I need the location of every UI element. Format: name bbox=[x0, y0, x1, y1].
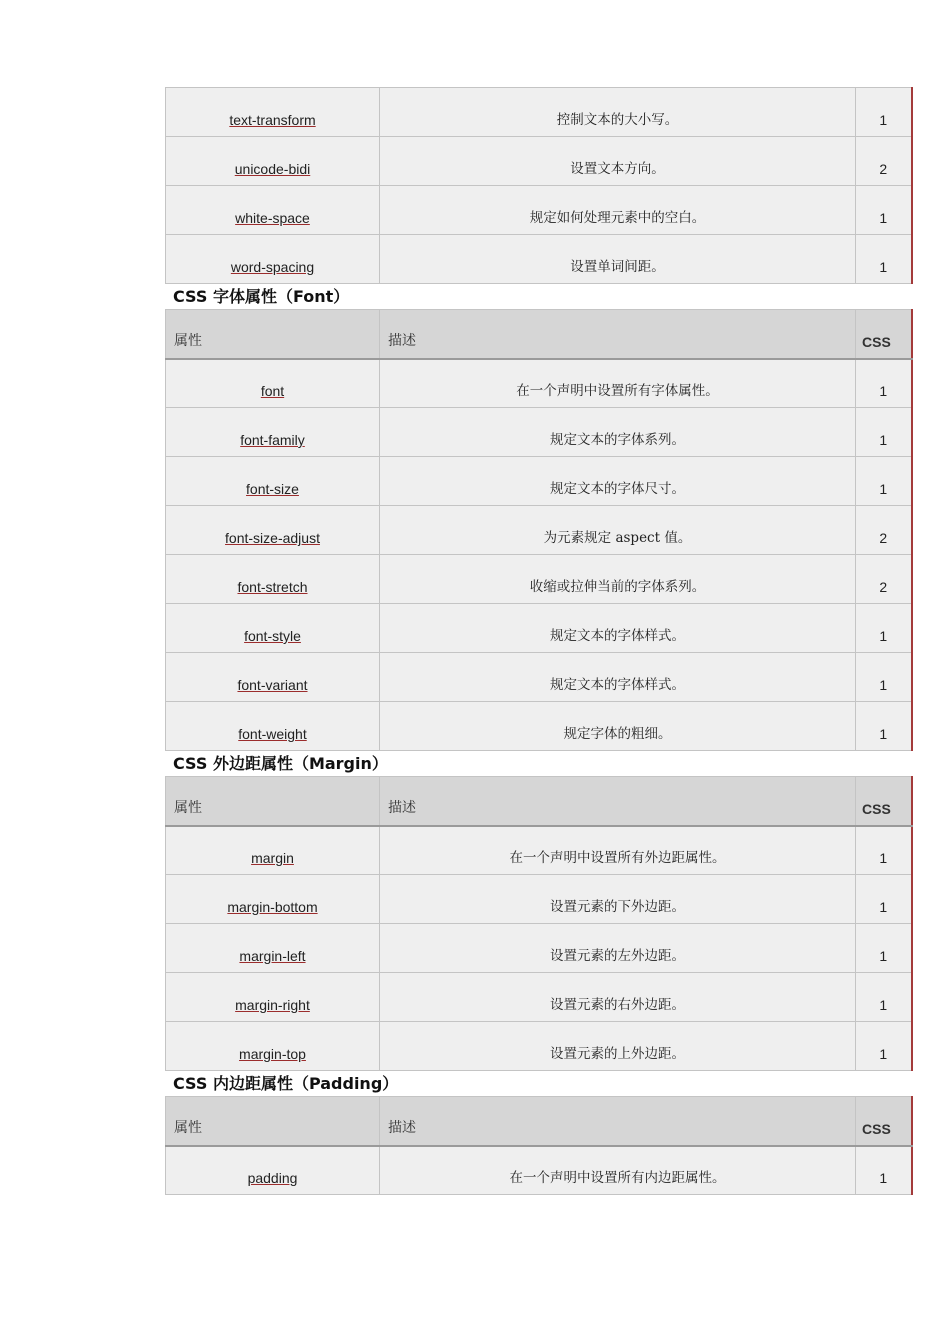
table-row bbox=[166, 235, 912, 284]
css-version-cell bbox=[856, 137, 912, 186]
property-link[interactable]: text-transform bbox=[229, 112, 316, 128]
description-cell bbox=[380, 875, 856, 924]
property-link[interactable]: font-stretch bbox=[237, 579, 308, 595]
header-property bbox=[166, 777, 380, 826]
property-cell bbox=[166, 457, 380, 506]
section-title: CSS 字体属性（Font） bbox=[173, 287, 350, 306]
header-property-label: 属性 bbox=[174, 332, 202, 349]
table-row bbox=[166, 1146, 912, 1195]
table-row bbox=[166, 506, 912, 555]
header-description-label: 描述 bbox=[388, 1119, 416, 1136]
description-text: 规定文本的字体系列。 bbox=[550, 432, 685, 448]
css-version-text: 1 bbox=[879, 383, 888, 399]
description-cell bbox=[380, 506, 856, 555]
css-version-cell bbox=[856, 702, 912, 751]
table-row bbox=[166, 555, 912, 604]
css-version-cell bbox=[856, 88, 912, 137]
css-version-text: 1 bbox=[879, 259, 888, 275]
property-cell bbox=[166, 88, 380, 137]
property-link[interactable]: font-size-adjust bbox=[225, 530, 320, 546]
css-version-text: 1 bbox=[879, 850, 888, 866]
section-title: CSS 内边距属性（Padding） bbox=[173, 1074, 399, 1093]
table-row bbox=[166, 137, 912, 186]
property-cell bbox=[166, 555, 380, 604]
description-cell bbox=[380, 235, 856, 284]
css-version-cell bbox=[856, 604, 912, 653]
css-version-cell bbox=[856, 408, 912, 457]
css-version-cell bbox=[856, 973, 912, 1022]
description-text: 规定文本的字体样式。 bbox=[550, 677, 685, 693]
description-text: 设置元素的左外边距。 bbox=[550, 948, 685, 964]
description-text: 设置元素的上外边距。 bbox=[550, 1046, 685, 1062]
css-version-text: 1 bbox=[879, 432, 888, 448]
header-property-label: 属性 bbox=[174, 1119, 202, 1136]
table-row bbox=[166, 359, 912, 408]
section-title: CSS 外边距属性（Margin） bbox=[173, 754, 388, 773]
property-link[interactable]: font-style bbox=[244, 628, 301, 644]
property-cell bbox=[166, 186, 380, 235]
property-cell bbox=[166, 359, 380, 408]
description-text: 设置单词间距。 bbox=[570, 259, 665, 275]
property-cell bbox=[166, 875, 380, 924]
css-version-cell bbox=[856, 359, 912, 408]
css-version-cell bbox=[856, 826, 912, 875]
description-text: 控制文本的大小写。 bbox=[556, 112, 679, 128]
header-css bbox=[856, 310, 912, 359]
table-row bbox=[166, 408, 912, 457]
property-link[interactable]: font bbox=[260, 383, 285, 399]
css-version-text: 1 bbox=[879, 899, 888, 915]
property-cell bbox=[166, 1146, 380, 1195]
description-text: 在一个声明中设置所有字体属性。 bbox=[516, 383, 719, 399]
description-text: 为元素规定 aspect 值。 bbox=[543, 530, 692, 546]
table-header-row bbox=[166, 1097, 912, 1146]
description-text: 规定如何处理元素中的空白。 bbox=[529, 210, 706, 226]
property-link[interactable]: unicode-bidi bbox=[234, 161, 311, 177]
description-cell bbox=[380, 653, 856, 702]
css-version-text: 2 bbox=[879, 161, 888, 177]
header-description bbox=[380, 310, 856, 359]
table-row bbox=[166, 604, 912, 653]
description-cell bbox=[380, 924, 856, 973]
description-cell bbox=[380, 604, 856, 653]
property-link[interactable]: margin bbox=[251, 850, 294, 866]
header-css-label: CSS bbox=[862, 333, 891, 350]
content-area bbox=[165, 87, 911, 1195]
header-description bbox=[380, 777, 856, 826]
header-css bbox=[856, 1097, 912, 1146]
property-cell bbox=[166, 235, 380, 284]
css-version-cell bbox=[856, 555, 912, 604]
property-link[interactable]: padding bbox=[247, 1170, 298, 1186]
css-version-cell bbox=[856, 1146, 912, 1195]
css-version-text: 1 bbox=[879, 726, 888, 742]
description-cell bbox=[380, 973, 856, 1022]
property-cell bbox=[166, 702, 380, 751]
description-text: 规定文本的字体样式。 bbox=[550, 628, 685, 644]
css-version-cell bbox=[856, 186, 912, 235]
description-cell bbox=[380, 408, 856, 457]
css-version-text: 1 bbox=[879, 112, 888, 128]
css-version-text: 1 bbox=[879, 948, 888, 964]
css-version-cell bbox=[856, 457, 912, 506]
css-version-text: 1 bbox=[879, 210, 888, 226]
property-cell bbox=[166, 1022, 380, 1071]
description-text: 在一个声明中设置所有外边距属性。 bbox=[509, 850, 726, 866]
css-version-text: 1 bbox=[879, 1170, 888, 1186]
css-version-cell bbox=[856, 1022, 912, 1071]
property-table bbox=[165, 1096, 913, 1195]
table-row bbox=[166, 826, 912, 875]
css-version-text: 2 bbox=[879, 530, 888, 546]
description-text: 规定文本的字体尺寸。 bbox=[550, 481, 685, 497]
description-cell bbox=[380, 702, 856, 751]
property-link[interactable]: word-spacing bbox=[230, 259, 315, 275]
description-text: 收缩或拉伸当前的字体系列。 bbox=[529, 579, 706, 595]
css-version-text: 1 bbox=[879, 677, 888, 693]
property-cell bbox=[166, 408, 380, 457]
css-version-cell bbox=[856, 235, 912, 284]
table-row bbox=[166, 924, 912, 973]
css-version-text: 2 bbox=[879, 579, 888, 595]
css-version-cell bbox=[856, 875, 912, 924]
table-row bbox=[166, 875, 912, 924]
property-table bbox=[165, 776, 913, 1071]
header-property-label: 属性 bbox=[174, 799, 202, 816]
description-text: 设置元素的下外边距。 bbox=[550, 899, 685, 915]
property-table bbox=[165, 87, 913, 284]
css-version-text: 1 bbox=[879, 1046, 888, 1062]
property-link[interactable]: margin-right bbox=[235, 997, 310, 1013]
table-row bbox=[166, 186, 912, 235]
property-link[interactable]: font-variant bbox=[237, 677, 308, 693]
description-cell bbox=[380, 555, 856, 604]
table-row bbox=[166, 88, 912, 137]
table-header-row bbox=[166, 777, 912, 826]
property-link[interactable]: margin-top bbox=[239, 1046, 306, 1062]
property-cell bbox=[166, 137, 380, 186]
css-version-text: 1 bbox=[879, 997, 888, 1013]
header-css-label: CSS bbox=[862, 1120, 891, 1137]
description-cell bbox=[380, 1146, 856, 1195]
property-table bbox=[165, 309, 913, 751]
header-description-label: 描述 bbox=[388, 799, 416, 816]
property-cell bbox=[166, 506, 380, 555]
description-cell bbox=[380, 137, 856, 186]
css-version-text: 1 bbox=[879, 481, 888, 497]
css-version-cell bbox=[856, 924, 912, 973]
css-version-cell bbox=[856, 653, 912, 702]
property-link[interactable]: margin-bottom bbox=[227, 899, 318, 915]
property-link[interactable]: white-space bbox=[235, 210, 310, 226]
table-header-row bbox=[166, 310, 912, 359]
header-description bbox=[380, 1097, 856, 1146]
property-link[interactable]: font-family bbox=[240, 432, 305, 448]
description-cell bbox=[380, 88, 856, 137]
header-property bbox=[166, 310, 380, 359]
description-text: 设置文本方向。 bbox=[570, 161, 665, 177]
description-cell bbox=[380, 457, 856, 506]
description-cell bbox=[380, 186, 856, 235]
property-cell bbox=[166, 604, 380, 653]
table-row bbox=[166, 653, 912, 702]
description-cell bbox=[380, 826, 856, 875]
description-text: 规定字体的粗细。 bbox=[563, 726, 672, 742]
header-css-label: CSS bbox=[862, 800, 891, 817]
description-text: 设置元素的右外边距。 bbox=[550, 997, 685, 1013]
description-text: 在一个声明中设置所有内边距属性。 bbox=[509, 1170, 726, 1186]
description-cell bbox=[380, 359, 856, 408]
table-row bbox=[166, 1022, 912, 1071]
property-cell bbox=[166, 924, 380, 973]
table-row bbox=[166, 702, 912, 751]
property-cell bbox=[166, 826, 380, 875]
header-css bbox=[856, 777, 912, 826]
property-link[interactable]: margin-left bbox=[239, 948, 306, 964]
property-link[interactable]: font-size bbox=[246, 481, 299, 497]
header-property bbox=[166, 1097, 380, 1146]
description-cell bbox=[380, 1022, 856, 1071]
property-cell bbox=[166, 973, 380, 1022]
table-row bbox=[166, 457, 912, 506]
table-row bbox=[166, 973, 912, 1022]
property-cell bbox=[166, 653, 380, 702]
property-link[interactable]: font-weight bbox=[238, 726, 307, 742]
css-version-cell bbox=[856, 506, 912, 555]
css-version-text: 1 bbox=[879, 628, 888, 644]
header-description-label: 描述 bbox=[388, 332, 416, 349]
